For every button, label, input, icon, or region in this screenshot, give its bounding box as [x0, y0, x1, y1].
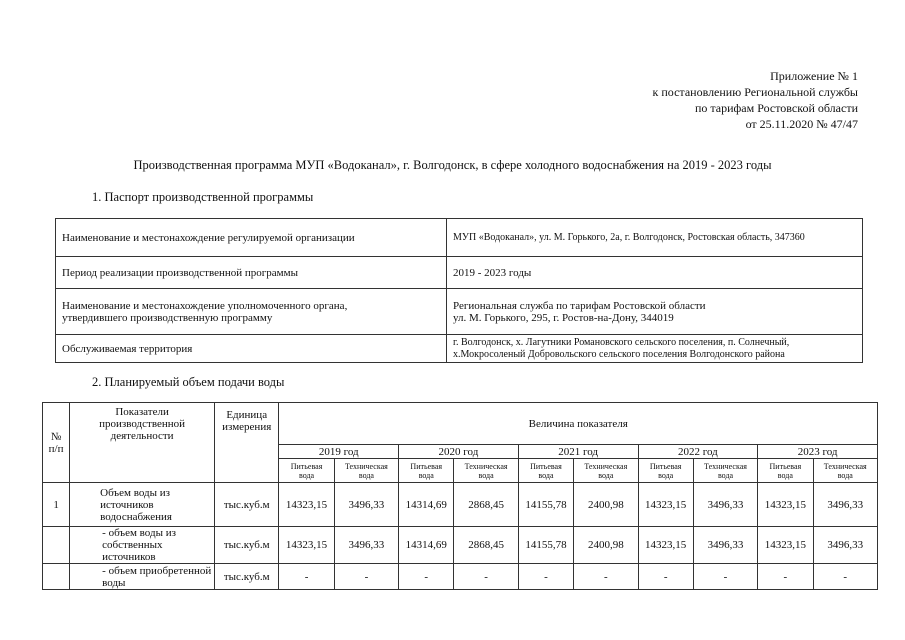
row-value: -: [693, 564, 757, 590]
row-unit: тыс.куб.м: [215, 483, 279, 527]
appendix-line: по тарифам Ростовской области: [694, 101, 858, 115]
appendix-block: [653, 68, 858, 132]
row-indicator-line: воды: [102, 576, 126, 589]
header-indicators: [70, 403, 215, 483]
row-num: 1: [43, 483, 70, 527]
passport-value-line: 2019 - 2023 годы: [453, 266, 532, 279]
header-drinking: [279, 459, 334, 483]
passport-value-line: Региональная служба по тарифам Ростовской области: [453, 299, 706, 312]
header-year: 2023 год: [758, 445, 878, 459]
header-year: 2019 год: [279, 445, 399, 459]
row-num: [43, 527, 70, 564]
passport-value-line: х.Мокросоленый Добровольского сельского поселения Волгодонского района: [453, 348, 785, 360]
row-value: 14314,69: [399, 483, 454, 527]
header-year: 2020 год: [399, 445, 519, 459]
row-value: 14323,15: [638, 527, 693, 564]
header-text: Питьевая: [530, 461, 562, 471]
row-value: -: [574, 564, 638, 590]
header-text: вода: [717, 470, 734, 480]
row-value: 14323,15: [758, 483, 813, 527]
header-text: Техническая: [704, 461, 747, 471]
row-value: 2868,45: [454, 527, 518, 564]
header-text: Питьевая: [769, 461, 802, 471]
row-value: 3496,33: [813, 483, 877, 527]
passport-value: [447, 219, 863, 257]
header-text: вода: [658, 470, 674, 480]
appendix-line: от 25.11.2020 № 47/47: [745, 117, 858, 131]
header-text: измерения: [222, 421, 272, 433]
passport-row: [56, 219, 863, 257]
row-value: -: [334, 564, 398, 590]
table-row: [43, 527, 878, 564]
row-indicator-line: Объем воды из: [100, 486, 170, 499]
header-text: деятельности: [110, 430, 174, 442]
row-indicator: [70, 564, 215, 590]
passport-table: [55, 218, 863, 363]
header-value: Величина показателя: [279, 403, 878, 445]
header-technical: [574, 459, 638, 483]
header-technical: [693, 459, 757, 483]
passport-value: [447, 257, 863, 289]
header-technical: [334, 459, 398, 483]
row-indicator: [70, 483, 215, 527]
passport-value-line: МУП «Водоканал», ул. М. Горького, 2а, г. Волгодонск, Ростовская область, 347360: [453, 231, 805, 243]
row-value: 14323,15: [758, 527, 813, 564]
header-text: п/п: [48, 442, 64, 455]
header-technical: [454, 459, 518, 483]
row-value: 14323,15: [279, 527, 334, 564]
passport-label: Обслуживаемая территория: [56, 335, 447, 363]
water-supply-body: [43, 483, 878, 590]
header-drinking: [518, 459, 573, 483]
header-year: 2021 год: [518, 445, 638, 459]
header-drinking: [399, 459, 454, 483]
row-indicator-line: водоснабжения: [100, 510, 172, 523]
row-value: 3496,33: [693, 527, 757, 564]
passport-label-line: Наименование и местонахождение уполномоченного органа,: [62, 299, 348, 312]
row-value: 3496,33: [334, 527, 398, 564]
row-num: [43, 564, 70, 590]
row-indicator-line: - объем воды из: [102, 527, 176, 539]
header-text: Техническая: [464, 461, 508, 471]
header-text: Техническая: [823, 461, 867, 471]
appendix-line: Приложение № 1: [770, 69, 858, 83]
header-text: вода: [538, 470, 554, 480]
header-text: Питьевая: [410, 461, 443, 471]
row-value: -: [758, 564, 813, 590]
row-value: 2400,98: [574, 527, 638, 564]
row-indicator-line: - объем приобретенной: [102, 564, 212, 577]
passport-row: [56, 289, 863, 335]
section-heading-passport: 1. Паспорт производственной программы: [92, 190, 314, 204]
row-value: 14155,78: [518, 527, 573, 564]
header-text: Техническая: [584, 461, 628, 471]
row-value: -: [638, 564, 693, 590]
row-value: -: [279, 564, 334, 590]
header-text: вода: [358, 470, 374, 480]
header-row: [43, 403, 878, 445]
header-text: вода: [478, 470, 494, 480]
row-value: 2868,45: [454, 483, 518, 527]
header-text: вода: [598, 470, 614, 480]
appendix-line: к постановлению Региональной службы: [652, 85, 858, 99]
passport-row: [56, 335, 863, 363]
water-supply-table: [42, 402, 878, 590]
row-indicator: [70, 527, 215, 564]
header-drinking: [758, 459, 813, 483]
section-heading-water-supply: 2. Планируемый объем подачи воды: [92, 375, 285, 389]
row-value: -: [518, 564, 573, 590]
header-text: Питьевая: [290, 461, 323, 471]
passport-label: [56, 289, 447, 335]
header-text: производственной: [99, 418, 186, 430]
passport-value: [447, 289, 863, 335]
passport-label: Период реализации производственной программы: [56, 257, 447, 289]
passport-value-line: ул. М. Горького, 295, г. Ростов-на-Дону, 344019: [453, 311, 674, 324]
row-value: -: [813, 564, 877, 590]
passport-label: Наименование и местонахождение регулируемой организации: [56, 219, 447, 257]
row-indicator-line: источников: [100, 498, 154, 511]
table-row: [43, 564, 878, 590]
row-value: 3496,33: [693, 483, 757, 527]
header-drinking: [638, 459, 693, 483]
header-text: Единица: [226, 409, 268, 421]
header-unit: [215, 403, 279, 483]
row-value: 14323,15: [279, 483, 334, 527]
header-num: [43, 403, 70, 483]
header-year: 2022 год: [638, 445, 758, 459]
header-text: вода: [777, 470, 793, 480]
row-indicator-line: собственных источников: [102, 539, 163, 563]
header-text: вода: [298, 470, 315, 480]
header-text: №: [50, 430, 62, 443]
header-text: Питьевая: [649, 461, 682, 471]
passport-row: [56, 257, 863, 289]
passport-value-line: г. Волгодонск, х. Лагутники Романовского сельского поселения, п. Солнечный,: [453, 336, 790, 348]
table-row: [43, 483, 878, 527]
header-text: вода: [418, 470, 434, 480]
row-value: 14314,69: [399, 527, 454, 564]
row-unit: тыс.куб.м: [215, 564, 279, 590]
row-value: -: [454, 564, 518, 590]
document-title: Производственная программа МУП «Водоканал», г. Волгодонск, в сфере холодного водоснабжения на 2019 - 2023 годы: [133, 158, 772, 172]
row-unit: тыс.куб.м: [215, 527, 279, 564]
row-value: 2400,98: [574, 483, 638, 527]
header-text: Техническая: [344, 461, 388, 471]
passport-label-line: утвердившего производственную программу: [62, 311, 273, 324]
header-text: Показатели: [115, 406, 169, 418]
row-value: 14155,78: [518, 483, 573, 527]
row-value: 3496,33: [813, 527, 877, 564]
row-value: 3496,33: [334, 483, 398, 527]
row-value: -: [399, 564, 454, 590]
passport-value: [447, 335, 863, 363]
header-text: вода: [837, 470, 853, 480]
row-value: 14323,15: [638, 483, 693, 527]
header-technical: [813, 459, 877, 483]
